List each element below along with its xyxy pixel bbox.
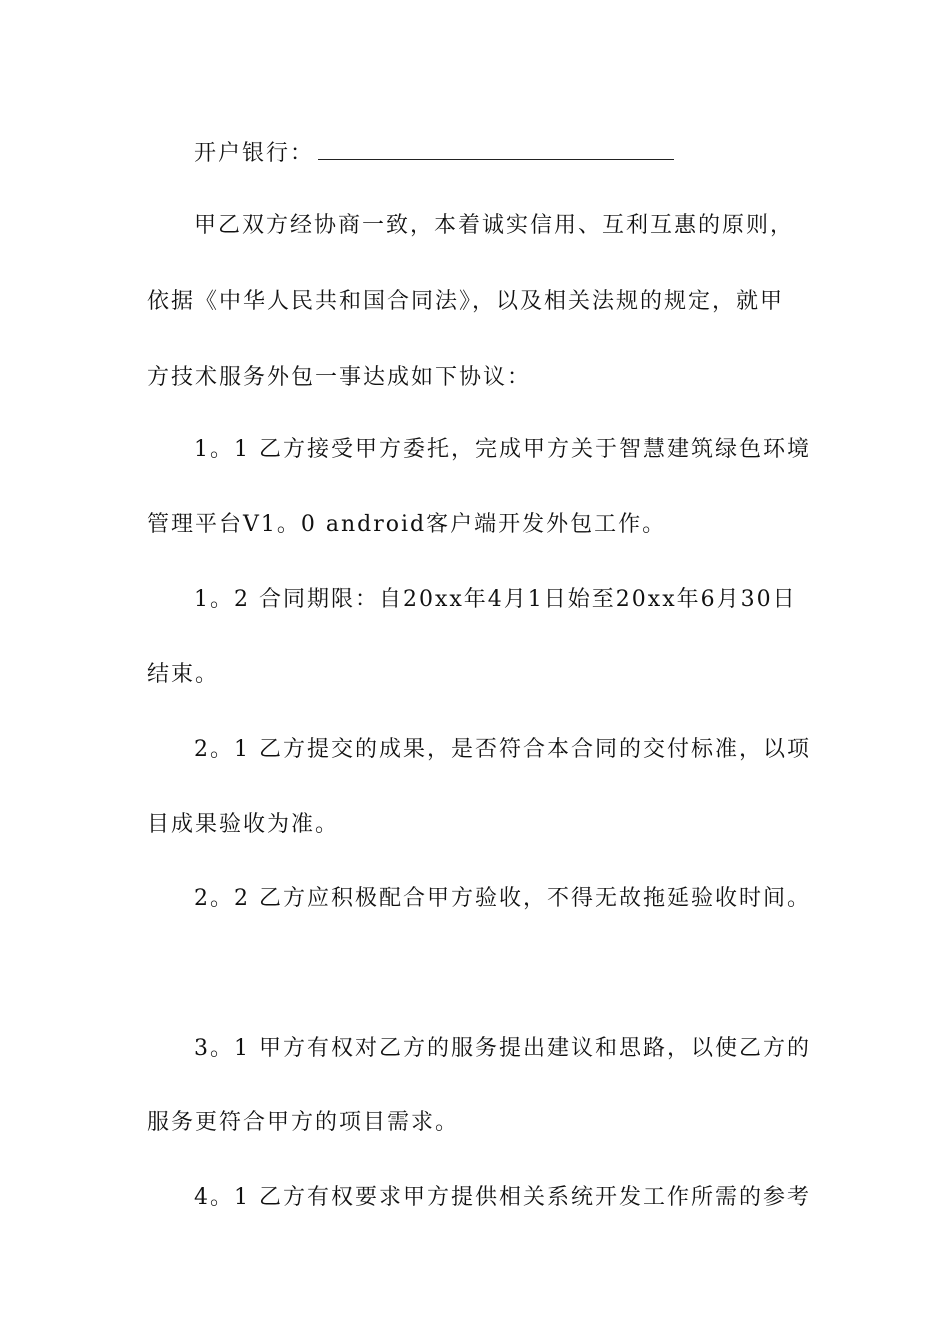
paragraph-line: 甲乙双方经协商一致，本着诚实信用、互利互惠的原则， — [194, 213, 795, 238]
paragraph-line: 结束。 — [147, 662, 220, 687]
paragraph-line: 2。1 乙方提交的成果，是否符合本合同的交付标准，以项 — [194, 737, 811, 762]
paragraph-line: 目成果验收为准。 — [147, 812, 340, 837]
paragraph-line: 1。2 合同期限：自20xx年4月1日始至20xx年6月30日 — [194, 587, 797, 612]
bank-field-label: 开户银行： — [194, 141, 315, 166]
paragraph-line: 方技术服务外包一事达成如下协议： — [147, 365, 532, 390]
paragraph-line: 3。1 甲方有权对乙方的服务提出建议和思路，以使乙方的 — [194, 1036, 811, 1061]
paragraph-line: 服务更符合甲方的项目需求。 — [147, 1110, 460, 1135]
paragraph-line: 2。2 乙方应积极配合甲方验收，不得无故拖延验收时间。 — [194, 886, 811, 911]
paragraph-line: 依据《中华人民共和国合同法》，以及相关法规的规定，就甲 — [147, 289, 785, 314]
bank-field — [194, 139, 859, 169]
bank-field-blank-line — [318, 139, 674, 160]
paragraph-line: 4。1 乙方有权要求甲方提供相关系统开发工作所需的参考 — [194, 1185, 811, 1210]
paragraph-line: 1。1 乙方接受甲方委托，完成甲方关于智慧建筑绿色环境 — [194, 437, 811, 462]
paragraph-line: 管理平台V1。0 android客户端开发外包工作。 — [147, 512, 667, 537]
